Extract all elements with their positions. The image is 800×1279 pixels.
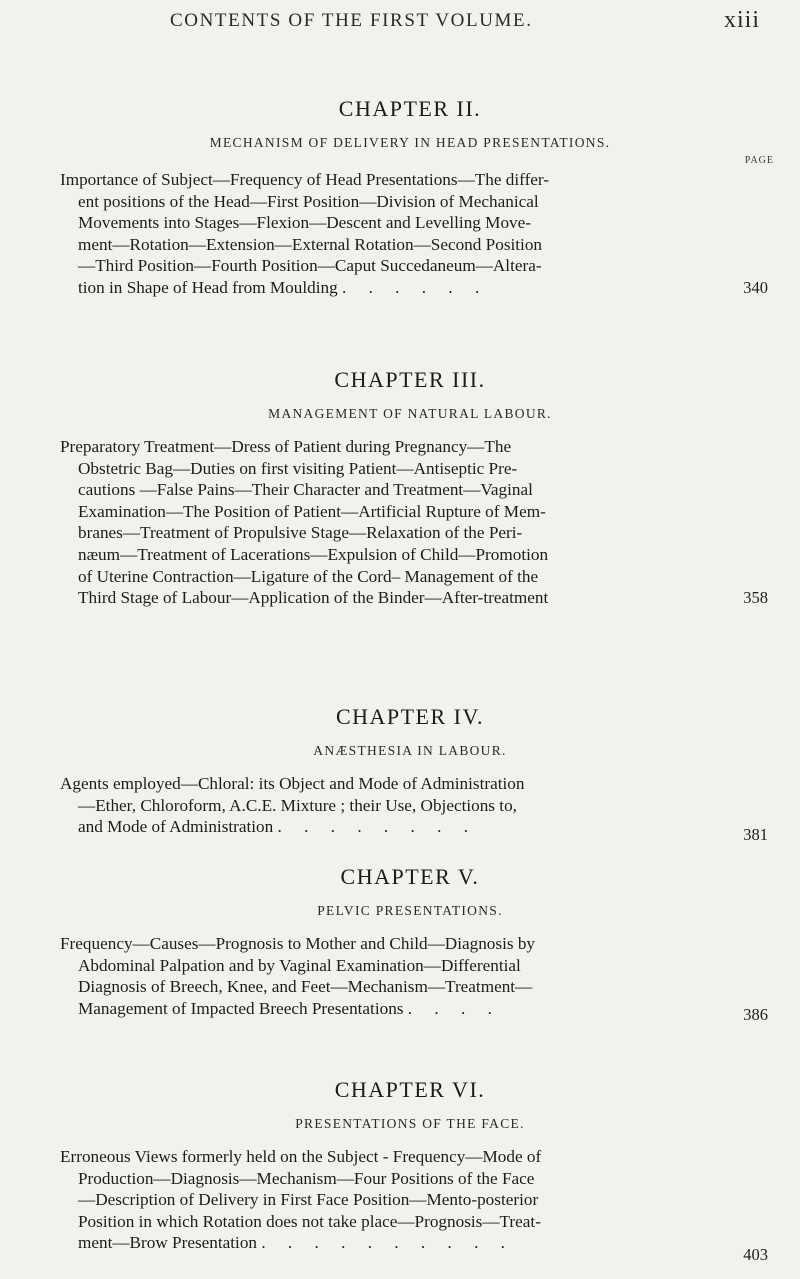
running-title: CONTENTS OF THE FIRST VOLUME. <box>170 10 533 31</box>
summary-line: cautions —False Pains—Their Character and Treatment—Vaginal <box>78 480 533 500</box>
summary-line: Diagnosis of Breech, Knee, and Feet—Mechanism—Treatment— <box>78 977 533 997</box>
summary-line: Position in which Rotation does not take place—Prognosis—Treat- <box>78 1211 541 1231</box>
chapter-heading: CHAPTER III. <box>334 367 486 392</box>
summary-line-text: ment—Brow Presentation <box>78 1233 258 1253</box>
chapter-heading: CHAPTER VI. <box>334 1077 486 1102</box>
summary-line <box>60 1232 716 1254</box>
dot-leaders: . . . . <box>407 998 501 1018</box>
page-number: 403 <box>743 1245 768 1265</box>
page-folio: xiii <box>723 7 760 33</box>
dot-leaders: . . . . . . . . . . <box>261 1233 514 1253</box>
page-number: 386 <box>743 1004 768 1024</box>
summary-line: Agents employed—Chloral: its Object and Mode of Administration <box>60 774 525 793</box>
summary-line-text: tion in Shape of Head from Moulding <box>78 277 338 297</box>
chapter-subtitle: ANÆSTHESIA IN LABOUR. <box>313 743 507 758</box>
summary-line: Frequency—Causes—Prognosis to Mother and Child—Diagnosis by <box>60 934 536 953</box>
summary-line: Production—Diagnosis—Mechanism—Four Positions of the Face <box>78 1168 535 1188</box>
summary-line: ent positions of the Head—First Position—Division of Mechanical <box>78 191 539 211</box>
summary-line-text: and Mode of Administration <box>78 817 274 837</box>
chapter-3 <box>60 367 768 609</box>
chapter-summary <box>60 169 768 299</box>
summary-line: Preparatory Treatment—Dress of Patient during Pregnancy—The <box>60 437 512 456</box>
page-number: 358 <box>743 588 768 608</box>
chapter-heading: CHAPTER V. <box>340 864 480 889</box>
chapter-subtitle: PRESENTATIONS OF THE FACE. <box>295 1116 525 1131</box>
chapter-5 <box>60 864 768 1024</box>
summary-line: Obstetric Bag—Duties on first visiting Patient—Antiseptic Pre- <box>78 458 518 478</box>
summary-line: Movements into Stages—Flexion—Descent and Levelling Move- <box>78 213 532 233</box>
page-number: 340 <box>743 277 768 297</box>
summary-line: Examination—The Position of Patient—Artificial Rupture of Mem- <box>78 501 546 521</box>
chapter-summary <box>60 1146 768 1265</box>
summary-line: næum—Treatment of Lacerations—Expulsion of Child—Promotion <box>78 544 549 564</box>
page-column-label: PAGE <box>744 155 774 166</box>
summary-line: —Description of Delivery in First Face Position—Mento-posterior <box>78 1190 539 1210</box>
page-number: 381 <box>743 825 768 845</box>
chapter-6 <box>60 1077 768 1265</box>
chapter-summary <box>60 436 768 609</box>
summary-line: of Uterine Contraction—Ligature of the Cord– Management of the <box>78 566 539 586</box>
dot-leaders: . . . . . . . . <box>277 817 477 837</box>
chapter-2 <box>60 96 774 299</box>
running-head <box>170 7 770 36</box>
summary-line-text: Management of Impacted Breech Presentations <box>78 998 404 1018</box>
summary-line <box>60 998 716 1020</box>
dot-leaders: . . . . . . <box>341 277 489 297</box>
chapter-subtitle: PELVIC PRESENTATIONS. <box>317 903 503 918</box>
summary-line: Importance of Subject—Frequency of Head Presentations—The differ- <box>60 170 550 189</box>
chapter-heading: CHAPTER IV. <box>335 704 485 729</box>
chapter-summary <box>60 933 768 1024</box>
summary-line: Abdominal Palpation and by Vaginal Examination—Differential <box>78 955 521 975</box>
summary-line: branes—Treatment of Propulsive Stage—Relaxation of the Peri- <box>78 523 523 543</box>
summary-line: Erroneous Views formerly held on the Subject - Frequency—Mode of <box>60 1147 542 1166</box>
summary-line: ment—Rotation—Extension—External Rotation—Second Position <box>78 234 543 254</box>
summary-line: Third Stage of Labour—Application of the Binder—After-treatment <box>78 588 549 608</box>
chapter-subtitle: MECHANISM OF DELIVERY IN HEAD PRESENTATIONS. <box>209 135 611 150</box>
chapter-4 <box>60 704 768 845</box>
chapter-subtitle: MANAGEMENT OF NATURAL LABOUR. <box>268 406 552 421</box>
summary-line <box>60 277 716 299</box>
chapter-summary <box>60 773 768 845</box>
chapter-heading: CHAPTER II. <box>338 96 482 121</box>
summary-line: —Third Position—Fourth Position—Caput Succedaneum—Altera- <box>78 256 542 276</box>
summary-line: —Ether, Chloroform, A.C.E. Mixture ; their Use, Objections to, <box>78 795 517 815</box>
summary-line <box>60 816 716 838</box>
